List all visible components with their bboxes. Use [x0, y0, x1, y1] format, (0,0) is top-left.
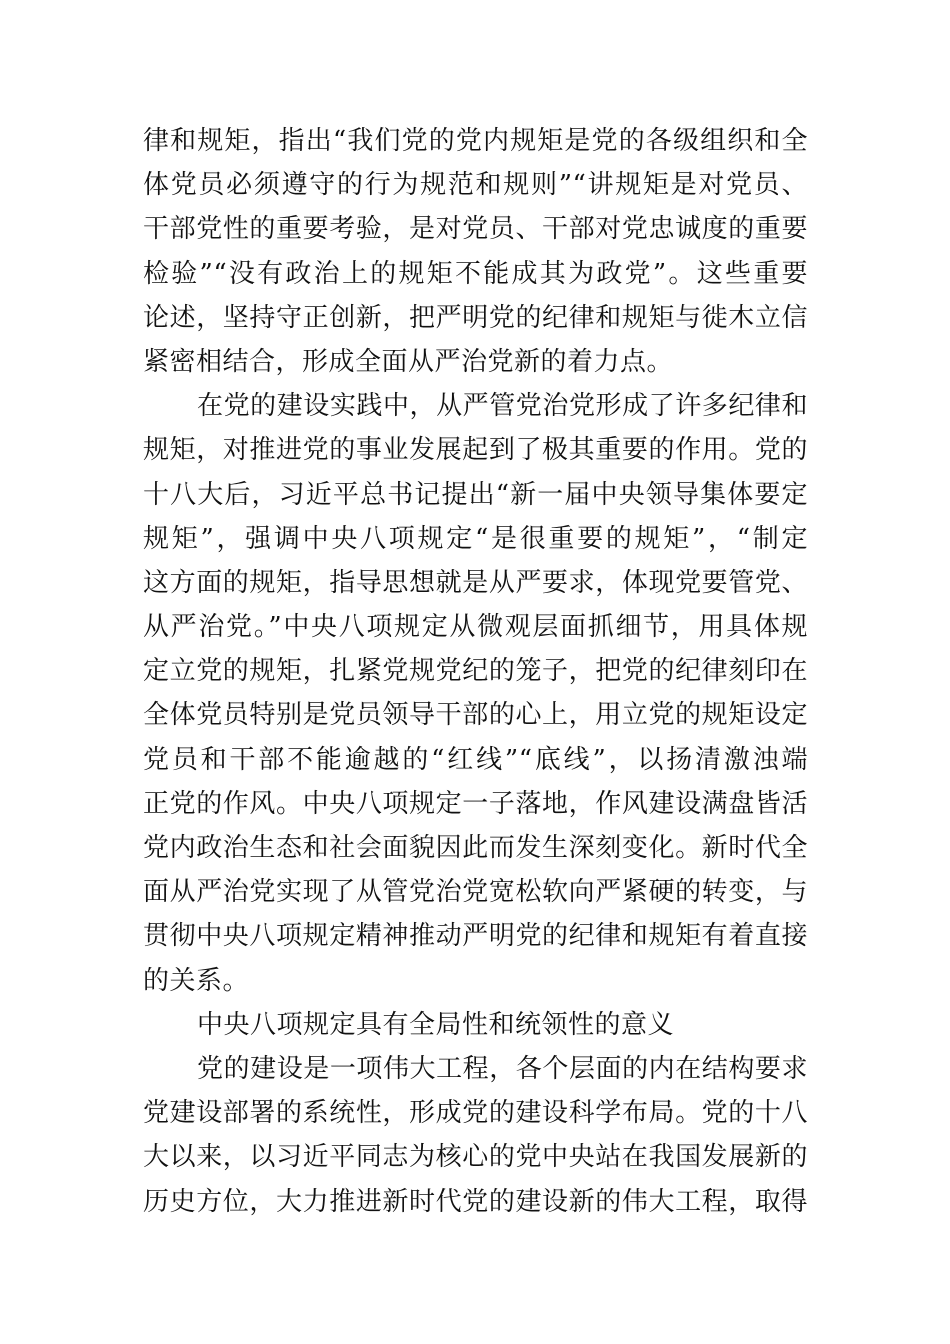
- paragraph-3-line: 历史方位，大力推进新时代党的建设新的伟大工程，取得: [143, 1186, 808, 1217]
- paragraph-2-line: 全体党员特别是党员领导干部的心上，用立党的规矩设定: [143, 700, 808, 731]
- paragraph-2-line: 规矩，对推进党的事业发展起到了极其重要的作用。党的: [143, 435, 808, 466]
- paragraph-2-line: 党员和干部不能逾越的“红线”“底线”，以扬清激浊端: [143, 744, 808, 775]
- paragraph-2-line: 党内政治生态和社会面貌因此而发生深刻变化。新时代全: [143, 833, 808, 863]
- paragraph-2-line: 这方面的规矩，指导思想就是从严要求，体现党要管党、: [143, 567, 808, 598]
- paragraph-1-line: 体党员必须遵守的行为规范和规则”“讲规矩是对党员、: [143, 170, 808, 201]
- paragraph-1-line: 律和规矩，指出“我们党的党内规矩是党的各级组织和全: [143, 126, 808, 156]
- paragraph-1-line: 干部党性的重要考验，是对党员、干部对党忠诚度的重要: [143, 214, 808, 245]
- paragraph-1-line: 紧密相结合，形成全面从严治党新的着力点。: [143, 346, 674, 377]
- section-heading: 中央八项规定具有全局性和统领性的意义: [197, 1009, 675, 1040]
- paragraph-2-line: 规矩”，强调中央八项规定“是很重要的规矩”，“制定: [143, 523, 808, 554]
- paragraph-2-line: 从严治党。”中央八项规定从微观层面抓细节，用具体规: [143, 612, 808, 643]
- paragraph-2-line: 十八大后，习近平总书记提出“新一届中央领导集体要定: [143, 479, 808, 510]
- paragraph-1-line: 论述，坚持守正创新，把严明党的纪律和规矩与徙木立信: [143, 302, 808, 333]
- paragraph-3-line: 党建设部署的系统性，形成党的建设科学布局。党的十八: [143, 1098, 808, 1129]
- paragraph-3-line: 大以来，以习近平同志为核心的党中央站在我国发展新的: [143, 1142, 808, 1173]
- paragraph-2-line: 贯彻中央八项规定精神推动严明党的纪律和规矩有着直接: [143, 921, 808, 952]
- paragraph-2-line: 定立党的规矩，扎紧党规党纪的笼子，把党的纪律刻印在: [143, 656, 808, 687]
- paragraph-2-line: 在党的建设实践中，从严管党治党形成了许多纪律和: [197, 391, 808, 422]
- paragraph-1-line: 检验”“没有政治上的规矩不能成其为政党”。这些重要: [143, 258, 808, 289]
- paragraph-2-line: 的关系。: [143, 965, 250, 996]
- paragraph-3-line: 党的建设是一项伟大工程，各个层面的内在结构要求: [197, 1053, 808, 1084]
- paragraph-2-line: 正党的作风。中央八项规定一子落地，作风建设满盘皆活: [143, 788, 808, 819]
- paragraph-2-line: 面从严治党实现了从管党治党宽松软向严紧硬的转变，与: [143, 877, 808, 908]
- document-body: [143, 119, 808, 1224]
